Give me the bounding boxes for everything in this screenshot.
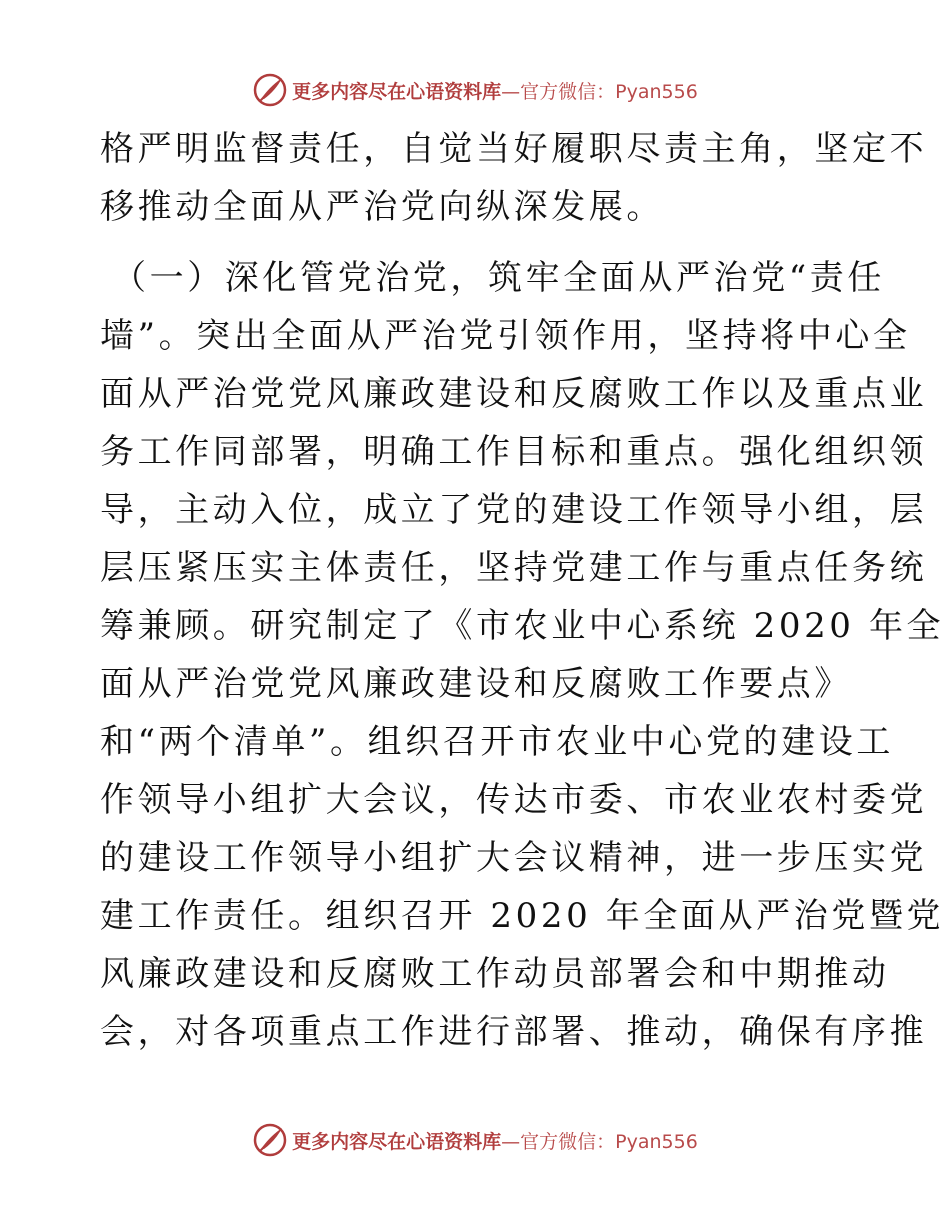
text-line: 层压紧压实主体责任，坚持党建工作与重点任务统 <box>100 548 928 588</box>
watermark-contact: 官方微信：Pyan556 <box>520 80 698 103</box>
watermark-separator: — <box>501 80 521 103</box>
text-line: 风廉政建设和反腐败工作动员部署会和中期推动 <box>100 954 890 994</box>
quill-logo-icon <box>252 72 288 108</box>
document-body <box>100 120 945 1061</box>
watermark-contact: 官方微信：Pyan556 <box>520 1130 698 1153</box>
text-line: 墙”。突出全面从严治党引领作用，坚持将中心全 <box>100 316 911 356</box>
watermark-text <box>292 77 698 104</box>
text-line: 建工作责任。组织召开 2020 年全面从严治党暨党 <box>100 896 945 936</box>
text-line: 会，对各项重点工作进行部署、推动，确保有序推 <box>100 1012 928 1052</box>
text-line: 的建设工作领导小组扩大会议精神，进一步压实党 <box>100 838 928 878</box>
watermark-header <box>0 70 950 110</box>
text-line: 导，主动入位，成立了党的建设工作领导小组，层 <box>100 490 928 530</box>
text-line: 格严明监督责任，自觉当好履职尽责主角，坚定不 <box>100 129 928 169</box>
text-line: 面从严治党党风廉政建设和反腐败工作要点》 <box>100 664 852 704</box>
watermark-text <box>292 1127 698 1154</box>
watermark-brand: 更多内容尽在心语资料库 <box>292 80 502 103</box>
paragraph-continuation <box>100 120 928 236</box>
watermark-separator: — <box>501 1130 521 1153</box>
paragraph-section-one <box>100 249 945 1061</box>
watermark-brand: 更多内容尽在心语资料库 <box>292 1130 502 1153</box>
watermark-footer <box>0 1120 950 1160</box>
text-line: 移推动全面从严治党向纵深发展。 <box>100 187 664 227</box>
text-line: 务工作同部署，明确工作目标和重点。强化组织领 <box>100 432 928 472</box>
text-line: 和“两个清单”。组织召开市农业中心党的建设工 <box>100 722 894 762</box>
quill-logo-icon <box>252 1122 288 1158</box>
text-line: 作领导小组扩大会议，传达市委、市农业农村委党 <box>100 780 928 820</box>
section-heading-line: （一）深化管党治党，筑牢全面从严治党“责任 <box>112 258 885 298</box>
text-line: 面从严治党党风廉政建设和反腐败工作以及重点业 <box>100 374 928 414</box>
text-line: 筹兼顾。研究制定了《市农业中心系统 2020 年全 <box>100 606 945 646</box>
